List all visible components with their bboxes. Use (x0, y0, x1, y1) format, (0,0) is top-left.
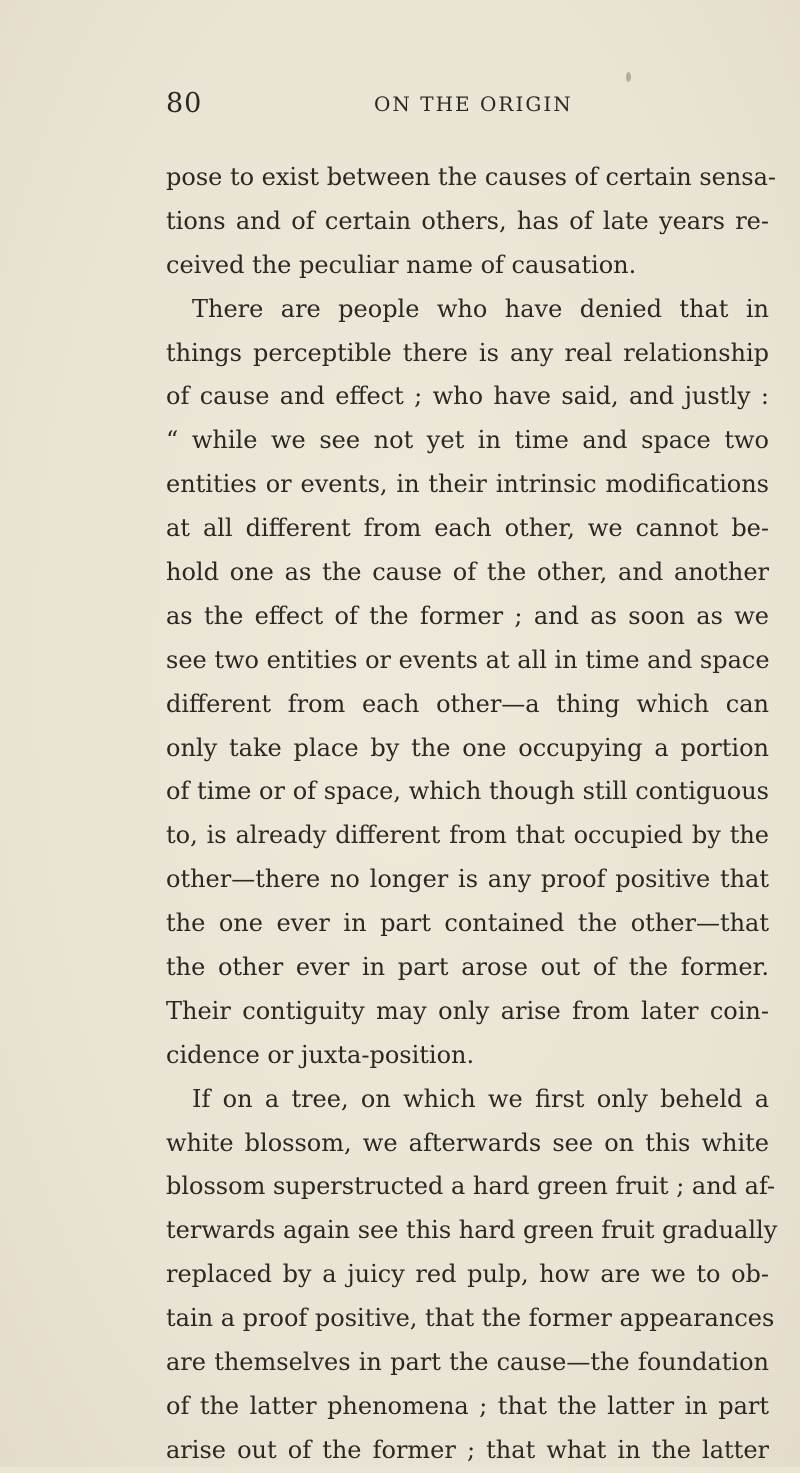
text-line: different from each other—a thing which can (166, 689, 769, 718)
page-number: 80 (166, 88, 203, 119)
text-line: as the effect of the former ; and as soon as we (166, 601, 769, 630)
text-line: at all different from each other, we cannot be- (166, 514, 769, 543)
text-line: Their contiguity may only arise from later coin- (166, 996, 769, 1025)
text-line: terwards again see this hard green fruit gradually (166, 1216, 778, 1245)
text-line: the one ever in part contained the other—that (166, 909, 769, 938)
text-line: are themselves in part the cause—the foundation (166, 1348, 769, 1377)
text-line: ceived the peculiar name of causation. (166, 250, 637, 279)
text-line: hold one as the cause of the other, and another (166, 558, 769, 587)
text-line: entities or events, in their intrinsic modifications (166, 470, 769, 499)
text-line: of time or of space, which though still contiguous (166, 777, 769, 806)
text-line: of the latter phenomena ; that the latter in part (166, 1391, 769, 1420)
text-line: arise out of the former ; that what in the latter (166, 1435, 769, 1464)
body-text (166, 156, 778, 1473)
text-line: There are people who have denied that in (192, 294, 769, 323)
print-speck (626, 72, 631, 82)
page-header (166, 88, 766, 128)
text-line: “ while we see not yet in time and space two (166, 426, 769, 455)
text-line: white blossom, we afterwards see on this white (166, 1128, 769, 1157)
text-line: If on a tree, on which we first only beheld a (192, 1084, 769, 1113)
text-line: blossom superstructed a hard green fruit ; and af- (166, 1172, 776, 1201)
text-line: pose to exist between the causes of certain sensa- (166, 163, 777, 191)
text-line: see two entities or events at all in time and space (166, 645, 770, 674)
text-line: the other ever in part arose out of the former. (166, 953, 769, 982)
text-line: other—there no longer is any proof positive that (166, 865, 769, 894)
text-line: things perceptible there is any real relationship (166, 338, 769, 367)
text-line: only take place by the one occupying a portion (166, 733, 769, 762)
text-line: replaced by a juicy red pulp, how are we to ob- (166, 1260, 769, 1289)
text-line: tain a proof positive, that the former appearances (166, 1304, 775, 1333)
text-line: to, is already different from that occupied by the (166, 821, 769, 850)
running-head: ON THE ORIGIN (374, 92, 573, 116)
text-line: of cause and effect ; who have said, and justly : (166, 382, 769, 411)
text-line: tions and of certain others, has of late years re- (166, 206, 769, 235)
text-line: cidence or juxta-position. (166, 1040, 475, 1069)
